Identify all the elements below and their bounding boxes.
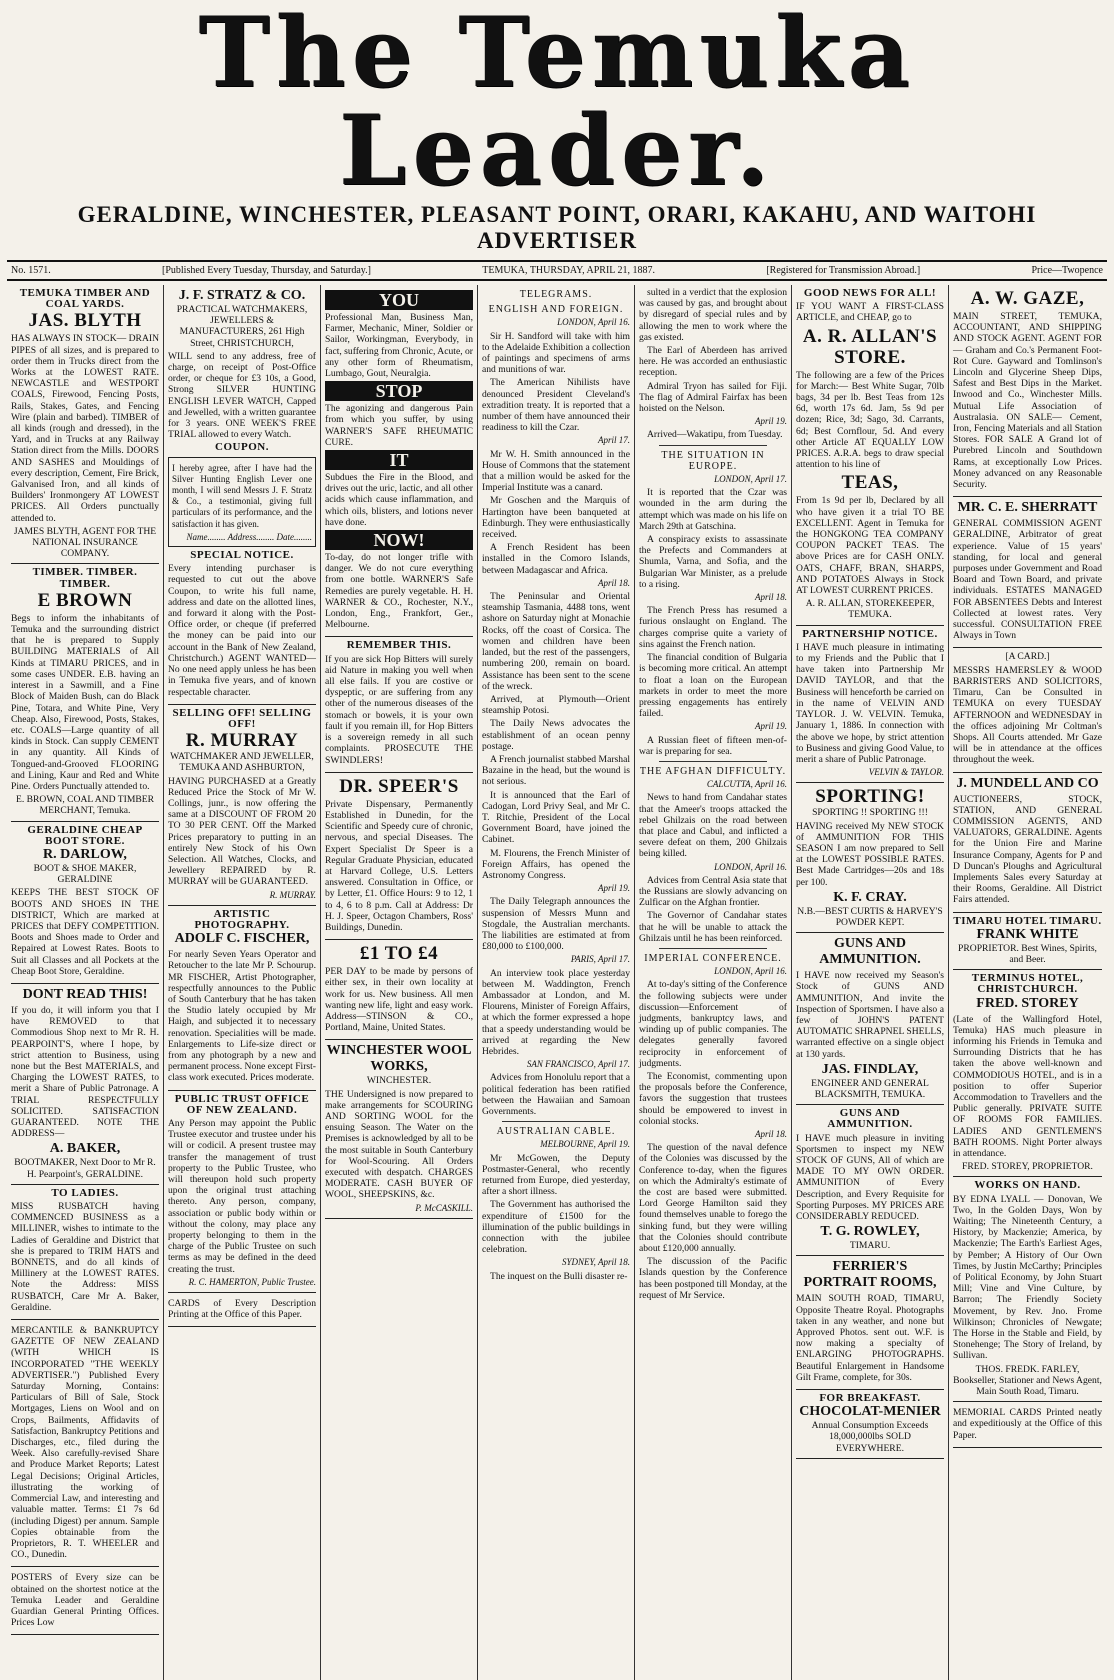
- ad-signature: BOOTMAKER, Next Door to Mr R. H. Pearpoint's, GERALDINE.: [14, 1157, 156, 1180]
- ad-body: POSTERS of Every size can be obtained on the shortest notice at the Temuka Leader and Geraldine Guardian General Printing Offices. Prices Low: [11, 1572, 159, 1629]
- cray-ad: [796, 783, 944, 933]
- news-paragraph: The question of the naval defence of the Colonies was discussed by the Conference to-day, when the figures on which the Admiralty's estimate of the cost are based were submitted. Lord George Hamilton said they found themselves unable to forego the sinking fund, but they were willing that the Colonies should contribute about £120,000 annually.: [639, 1142, 787, 1255]
- column-7: [949, 285, 1106, 1680]
- dateline: LONDON, April 17.: [714, 474, 787, 485]
- news-paragraph: Arrived, at Plymouth—Orient steamship Potosi.: [482, 693, 630, 717]
- ad-subheading: BOOT & SHOE MAKER, GERALDINE: [33, 862, 137, 886]
- column-4-telegrams: [478, 285, 635, 1680]
- column-1: [7, 285, 164, 1680]
- news-paragraph: The discussion of the Pacific Islands question by the Conference has been postponed till Monday, at the request of Mr Service.: [639, 1256, 787, 1301]
- ad-heading: ARTISTIC PHOTOGRAPHY.: [194, 907, 290, 931]
- news-paragraph: A French Resident has been installed in the Comoro Islands, between Madagascar and Africa.: [482, 542, 630, 576]
- dateline: April 19.: [754, 721, 787, 732]
- ad-body: IF YOU WANT A FIRST-CLASS ARTICLE, and CHEAP, go to: [796, 301, 944, 324]
- coupon-text: I hereby agree, after I have had the Silver Hunting English Lever one month, I will send Messrs J. F. Stratz & Co., a testimonial, giving full particulars of its performance, and the satisfaction it has given.: [172, 462, 312, 529]
- ad-signature: A. R. ALLAN, STOREKEEPER, TEMUKA.: [805, 598, 935, 621]
- teas-heading: TEAS,: [841, 472, 899, 494]
- news-paragraph: The French Press has resumed a furious onslaught on England. The charges comprise quite a variety of sins against the French nation.: [639, 605, 787, 650]
- public-trust-ad: [168, 1091, 316, 1293]
- ad-heading: FOR BREAKFAST.: [819, 1392, 921, 1405]
- dateline: SAN FRANCISCO, April 17.: [526, 1059, 630, 1070]
- ad-body: Begs to inform the inhabitants of Temuka and the surrounding district that he is prepared to Supply BUILDING MATERIALS of All Kinds at TIMARU PRICES, and in some cases UNDER. E.B. having an interest in a Sawmill, and a Fine Block of Maiden Bush, can do Black Pine, Totara, and White Pine, Very Cheap. Also, Firewood, Posts, Stakes, etc. COALS—Large quantity of all kinds in Stock. Can supply CEMENT in any quantity. All Kinds of Tongued-and-Grooved FLOORING and Lining, Kaur and Red and White Pine. Orders Punctually attended to.: [11, 612, 159, 792]
- coupon-fields: Name........ Address........ Date........: [186, 531, 312, 542]
- news-paragraph: The financial condition of Bulgaria is becoming more critical. An attempt to float a loan on the European markets in order to meet the more pressing engagements has entirely failed.: [639, 652, 787, 720]
- ad-heading: £1 TO £4: [359, 943, 439, 965]
- ad-body: Professional Man, Business Man, Farmer, Mechanic, Miner, Soldier or Sailor, Workingman, Everybody, in fact, suffering from Chronic, Acute, or any other form of Rheumatism, Lumbago, Gout, Neuralgia.: [325, 312, 473, 380]
- ad-signature: N.B.—BEST CURTIS & HARVEY'S POWDER KEPT.: [797, 905, 943, 928]
- ad-heading: [A CARD.]: [1005, 651, 1050, 663]
- section-heading: IMPERIAL CONFERENCE.: [644, 952, 782, 964]
- hamersley-ad: [953, 648, 1102, 772]
- section-heading: TELEGRAMS.: [519, 289, 593, 300]
- news-paragraph: Mr Goschen and the Marquis of Hartington have been banqueted at Edinburgh. They were enthusiastically received.: [482, 495, 630, 541]
- darlow-ad: [11, 822, 159, 984]
- advertiser-name: DR. SPEER'S: [339, 775, 459, 797]
- stinson-ad: [325, 940, 473, 1040]
- ad-body: AUCTIONEERS, STOCK, STATION, AND GENERAL COMMISSION AGENTS, AND VALUATORS, GERALDINE. Agents for the Union Fire and Marine Insurance Company, Agents for P and D Duncan's Ploughs and Agricultural Implements Sales every Saturday at their Rooms, Geraldine. All District Fairs attended.: [953, 793, 1102, 906]
- ad-body: From 1s 9d per lb, Declared by all who have given it a trial TO BE EXCELLENT. Agent in Temuka for the HONGKONG TEA COMPANY COUPON PACKET TEAS. The above Prices are for CASH ONLY. OATS, CHAFF, BRAN, SHARPS, AND POTATOES Always in Stock AT LOWEST CURRENT PRICES.: [796, 495, 944, 597]
- dateline: LONDON, April 16.: [714, 966, 787, 977]
- news-paragraph: At to-day's sitting of the Conference the following subjects were under discussion—Enforcement of judgments, bankruptcy laws, and winding up of public companies. The delegates generally favored reciprocity in enforcement of judgments.: [639, 979, 787, 1069]
- mundell-ad: [953, 773, 1102, 913]
- coupon-box: [168, 457, 316, 547]
- masthead: [7, 0, 1107, 281]
- partnership-ad: [796, 626, 944, 784]
- fischer-ad: [168, 906, 316, 1091]
- ad-body: KEEPS THE BEST STOCK OF BOOTS AND SHOES IN THE DISTRICT, Which are marked at PRICES that DEFY COMPETITION. Boots and Shoes made to Order and Repaired at Lowest Rates. Boots to Suit all Classes and all Pockets at the Cheap Boot Store, Geraldine.: [11, 887, 159, 977]
- advertiser-name: FRED. STOREY: [976, 995, 1079, 1011]
- ad-body: I HAVE much pleasure in intimating to my Friends and the Public that I have taken into Partnership Mr DAVID TAYLOR, and that the Business will henceforth be carried on in the name of VELVIN AND TAYLOR. J. W. VELVIN. Temuka, January 1, 1886. In connection with the above we hope, by strict attention to Business and giving Good Value, to merit a share of Public Patronage.: [796, 641, 944, 765]
- news-paragraph: The Earl of Aberdeen has arrived here. He was accorded an enthusiastic reception.: [639, 345, 787, 379]
- ad-body: I HAVE now received my Season's Stock of GUNS AND AMMUNITION, And invite the Inspection of Sportsmen. I have also a few of JOHN'S PATENT AUTOMATIC SHRAPNEL SHELLS, warranted effective on a single object at 130 yards.: [796, 970, 944, 1060]
- dateline: April 18.: [597, 577, 630, 588]
- sherratt-ad: [953, 497, 1102, 648]
- news-paragraph: sulted in a verdict that the explosion was caused by gas, and brought about by disregard of special rules and by allowing the men to work where the gas existed.: [639, 287, 787, 343]
- farley-ad: [953, 1177, 1102, 1402]
- dateline: PARIS, April 17.: [570, 954, 630, 965]
- advertiser-name: CHOCOLAT-MENIER: [799, 1404, 941, 1420]
- ad-body: If you do, it will inform you that I have REMOVED to that Commodious Shop next to Mr R. H. PEARPOINT'S, where I hope, by strict attention to Business, using none but the Best MATERIALS, and Charging the LOWEST RATES, to merit a Share of Public Patronage. A TRIAL RESPECTFULLY SOLICITED. SATISFACTION GUARANTEED. NOTE THE ADDRESS—: [11, 1004, 159, 1140]
- dateline: April 19.: [597, 883, 630, 894]
- news-paragraph: Advices from Honolulu report that a political federation has been ratified between the Hawaiian and Samoan Governments.: [482, 1072, 630, 1118]
- news-paragraph: Advices from Central Asia state that the Russians are slowly advancing on Zulficar on the Afghan frontier.: [639, 874, 787, 909]
- news-paragraph: Sir H. Sandford will take with him to the Adelaide Exhibition a collection of paintings and specimens of arms and munitions of war.: [482, 330, 630, 376]
- ad-body: HAVING received My NEW STOCK of AMMUNITION FOR THIS SEASON I am now prepared to Sell at the LOWEST POSSIBLE RATES. Best Made Cartridges—20s and 18s per 100.: [796, 820, 944, 888]
- dateline: LONDON, April 16.: [557, 317, 630, 328]
- it-banner: IT: [325, 450, 473, 470]
- issue-date: TEMUKA, THURSDAY, APRIL 21, 1887.: [482, 265, 656, 276]
- advertiser-name: FRANK WHITE: [976, 926, 1079, 942]
- ad-heading: DONT READ THIS!: [22, 986, 148, 1002]
- ad-signature: JAMES BLYTH, AGENT FOR THE NATIONAL INSURANCE COMPANY.: [13, 525, 157, 560]
- ad-heading: TIMARU HOTEL TIMARU.: [953, 914, 1102, 927]
- divider: [502, 1121, 610, 1122]
- news-paragraph: A French journalist stabbed Marshal Bazaine in the head, but the wound is not serious.: [482, 753, 630, 788]
- storey-ad: [953, 970, 1102, 1177]
- divider: [659, 948, 767, 949]
- advertiser-name: A. BAKER,: [49, 1141, 121, 1157]
- ad-subheading: SPORTING !! SPORTING !!!: [812, 807, 928, 819]
- dateline: MELBOURNE, April 19.: [540, 1139, 630, 1150]
- advertiser-name: J. MUNDELL AND CO: [956, 775, 1099, 791]
- ad-body: MERCANTILE & BANKRUPTCY GAZETTE OF NEW ZEALAND (WITH WHICH IS INCORPORATED "THE WEEKLY ADVERTISER.") Published Every Saturday Morning, Contains: Particulars of Bill of Sale, Stock Mortgages, Liens on Wool and on Crops, Bailments, Affidavits of Satisfaction, Bankruptcy Petitions and Discharges, etc., filed during the Week. Also carefully-revised Share and Produce Market Reports; Latest Legal Decisions; Original Articles, illustrating the working of Commercial Law, and interesting and valuable matter. Terms: £1 7s 6d (including Digest) per annum. Sample Copies obtainable from the Proprietors, R. T. WHEELER and CO., Dunedin.: [11, 1325, 159, 1561]
- advertiser-name: J. F. STRATZ & CO.: [178, 288, 306, 303]
- ad-body: Subdues the Fire in the Blood, and drives out the uric, lactic, and all other acids which cause inflammation, and which oils, blisters, and lotions never have done.: [325, 472, 473, 528]
- memorial-ad: [953, 1402, 1102, 1448]
- advertiser-name: E BROWN: [37, 589, 133, 611]
- baker-ad: [11, 984, 159, 1185]
- ad-body: GENERAL COMMISSION AGENT GERALDINE, Arbitrator of great experience. Value of 15 years' standing, for local and general purposes under Government and Road Board and Town Board, and private individuals. ESTATES MANAGED FOR ABSENTEES Debts and Interest Collected at lowest rates. Very successful. CONSULTATION FREE Always in Town: [953, 518, 1102, 642]
- gazette-ad: [11, 1320, 159, 1567]
- ad-heading: SELLING OFF! SELLING OFF!: [172, 706, 312, 730]
- news-paragraph: A conspiracy exists to assassinate the Prefects and Commanders at Shumla, Varna, and Sofia, and the Bulgarian War Minister, as a prelude to a rising.: [639, 534, 787, 590]
- news-paragraph: Mr McGowen, the Deputy Postmaster-General, who recently returned from Europe, died yesterday, after a short illness.: [482, 1152, 630, 1198]
- dateline: SYDNEY, April 18.: [561, 1257, 630, 1268]
- stop-banner: STOP: [325, 381, 473, 401]
- dateline: April 18.: [754, 592, 787, 603]
- column-2: [164, 285, 321, 1680]
- menier-ad: [796, 1390, 944, 1459]
- news-paragraph: The Economist, commenting upon the proposals before the Conference, favors the suggestion that trustees should be empowered to invest in colonial stocks.: [639, 1071, 787, 1127]
- murray-ad: [168, 705, 316, 906]
- ferrier-ad: [796, 1256, 944, 1390]
- ad-subheading: WATCHMAKER AND JEWELLER, TEMUKA AND ASHBURTON,: [170, 751, 314, 774]
- ladies-ad: [11, 1185, 159, 1320]
- advertiser-name: FERRIER'S PORTRAIT ROOMS,: [803, 1259, 937, 1291]
- ad-subheading: PRACTICAL WATCHMAKERS, JEWELLERS & MANUFACTURERS, 261 High Street, CHRISTCHURCH,: [176, 304, 308, 349]
- ad-body: HAVING PURCHASED at a Greatly Reduced Price the Stock of Mr W. Collings, junr., is now offering the same at a DISCOUNT OF FROM 20 TO 30 PER CENT. Off the Marked Prices preparatory to putting in an entirely New Stock of his Own Selection. All Watches, Clocks, and Jewellery REPAIRED by R. MURRAY will be GUARANTEED.: [168, 775, 316, 888]
- white-ad: [953, 913, 1102, 971]
- news-paragraph: It is announced that the Earl of Cadogan, Lord Privy Seal, and Mr C. T. Ritchie, President of the Local Government Board, have joined the Cabinet.: [482, 789, 630, 846]
- now-banner: NOW!: [325, 530, 473, 550]
- hop-bitters-ad: [325, 637, 473, 772]
- divider: [659, 761, 767, 762]
- section-heading: AUSTRALIAN CABLE.: [496, 1126, 616, 1138]
- ad-body: HAS ALWAYS IN STOCK— DRAIN PIPES of all sizes, and is prepared to order them in Trucks direct from the Works at the LOWEST RATE. NEWCASTLE and WESTPORT COALS, Firewood, Fencing Posts, Rails, Stakes, Gates, and Fencing Wire (plain and barbed). TIMBER of all kinds (rough and dressed), in the Yard, and in Trucks at any Railway Station direct from the Mills. DOORS AND SASHES and Mouldings of every description, Cement, Fire Brick, Galvanised Iron, and all kinds of Builders' Ironmongery AT LOWEST PRICES. All Orders punctually attended to.: [11, 333, 160, 524]
- speer-ad: [325, 773, 473, 940]
- advertiser-name: JAS. BLYTH: [28, 310, 142, 332]
- ad-heading: TEMUKA TIMBER AND COAL YARDS.: [19, 287, 151, 311]
- news-paragraph: The Daily Telegraph announces the suspension of Messrs Munn and Stogdale, the Australian merchants. The liabilities are estimated at from £80,000 to £100,000.: [482, 896, 630, 953]
- news-paragraph: The Government has authorised the expenditure of £1500 for the illumination of the public buildings in connection with the jubilee celebration.: [482, 1199, 630, 1256]
- ad-heading: PUBLIC TRUST OFFICE OF NEW ZEALAND.: [174, 1092, 310, 1116]
- news-paragraph: It is reported that the Czar was wounded in the arm during the attempt which was made on his life on March 29th at Gatschina.: [639, 487, 787, 532]
- posters-ad: [11, 1567, 159, 1635]
- column-6: [792, 285, 949, 1680]
- ad-heading: REMEMBER THIS.: [346, 639, 452, 652]
- ad-body: Private Dispensary, Permanently Established in Dunedin, for the Scientific and Speedy cure of chronic, nervous, and special Diseases. The Expert Specialist Dr Speer is a Regular Graduate Physician, educated at Harvard College, U.S. Letters answered. Consultation in Office, or by Letter, £1. Office Hours: 9 to 12, 1 to 4, 6 to 8 p.m. Call at Address: Dr H. J. Speer, Octagon Chambers, Ross' Buildings, Dunedin.: [325, 798, 473, 933]
- issue-number: No. 1571.: [11, 265, 51, 276]
- newspaper-title: The Temuka Leader.: [198, 0, 916, 207]
- news-paragraph: The American Nihilists have denounced President Cleveland's extradition treaty. It is reported that a number of them have announced their readiness to kill the Czar.: [482, 377, 630, 434]
- news-paragraph: M. Flourens, the French Minister of Foreign Affairs, has opened the Astronomy Congress.: [482, 847, 630, 881]
- blyth-ad: [11, 285, 159, 564]
- registration-notice: [Registered for Transmission Abroad.]: [766, 265, 921, 276]
- ad-heading: GUNS AND AMMUNITION.: [819, 936, 921, 968]
- ad-body: Any Person may appoint the Public Trustee executor and trustee under his will or codicil. A present trustee may transfer the management of trust property to the Public Trustee, who will thereupon hold such property upon the original trust attaching thereto. Any person, company, association or public body within or without the colony, may place any property belonging to them in the charge of the Public Trustee on such terms as may be defined in the deed creating the trust.: [168, 1118, 316, 1275]
- advertiser-name: A. W. GAZE,: [970, 288, 1085, 309]
- ad-body: MAIN SOUTH ROAD, TIMARU, Opposite Theatre Royal. Photographs taken in any weather, and none but Approved Photos. sent out. W.F. is now making a specialty of ENLARGING PHOTOGRAPHS. Beautiful Enlargement in Handsome Gilt Frame, complete, for 30s.: [796, 1293, 944, 1383]
- notice-heading: SPECIAL NOTICE.: [190, 549, 294, 562]
- advertiser-name: R. DARLOW,: [43, 846, 127, 862]
- news-paragraph: News to hand from Candahar states that the Ameer's troops attacked the rebel Ghilzais on the road between that place and Cabul, and inflicted a severe defeat on them, 200 Ghilzais being killed.: [639, 792, 787, 860]
- rowley-ad: [796, 1105, 944, 1256]
- advertiser-name: JAS. FINDLAY,: [821, 1061, 919, 1077]
- ad-body: PER DAY to be made by persons of either sex, in their own locality at work for us. New business. All men wanting new life, light and easy work. Address—STINSON & CO., Portland, Maine, United States.: [325, 966, 473, 1034]
- section-heading: THE SITUATION IN EUROPE.: [661, 449, 765, 472]
- ad-body: CARDS of Every Description Printing at the Office of this Paper.: [168, 1298, 316, 1321]
- dateline: April 19.: [754, 416, 787, 427]
- news-paragraph: Mr W. H. Smith announced in the House of Commons that the statement that a million would be asked for the Imperial Institute was a canard.: [482, 448, 630, 494]
- ad-heading: PARTNERSHIP NOTICE.: [802, 627, 938, 640]
- ad-body: BY EDNA LYALL — Donovan, We Two, In the Golden Days, Won by Waiting; The Nineteenth Century, a History, by Mackenzie; America, by Mackenzie; The Earth's Earliest Ages, by Pember; A History of Our Own Times, by Justin McCarthy; Principles of Political Economy, by John Stuart Mill; Vine and Vine Culture, by Barron; The Friendly Society Movement, by Rev. Jno. Frome Wilkinson; Chronicles of Newgate; The Horse in the Stable and Field, by Stonehenge; The Story of Ireland, by Sullivan.: [953, 1193, 1102, 1362]
- ad-signature: ENGINEER AND GENERAL BLACKSMITH, TEMUKA.: [811, 1077, 929, 1100]
- ad-signature: E. BROWN, COAL AND TIMBER MERCHANT, Temuka.: [15, 794, 155, 817]
- warner-ad: [325, 285, 473, 637]
- news-paragraph: Admiral Tryon has sailed for Fiji. The flag of Admiral Fairfax has been hoisted on the Nelson.: [639, 380, 787, 415]
- advertiser-name: ADOLF C. FISCHER,: [174, 931, 310, 947]
- publication-schedule: [Published Every Tuesday, Thursday, and Saturday.]: [162, 265, 371, 276]
- section-heading: THE AFGHAN DIFFICULTY.: [639, 765, 787, 777]
- ad-body: The agonizing and dangerous Pain from which you suffer, by using WARNER'S SAFE RHEUMATIC CURE.: [325, 403, 473, 448]
- allan-ad: [796, 285, 944, 626]
- ad-body: I HAVE much pleasure in inviting Sportsmen to inspect my NEW STOCK OF GUNS, All of which are MADE TO MY OWN ORDER. AMMUNITION of Every Description, and Every Requisite for Sporting Purposes. MY PRICES ARE CONSIDERABLY REDUCED.: [796, 1132, 944, 1222]
- ad-signature: THOS. FREDK. FARLEY, Bookseller, Stationer and News Agent, Main South Road, Timaru.: [953, 1363, 1102, 1398]
- ad-body: MISS RUSBATCH having COMMENCED BUSINESS as a MILLINER, wishes to intimate to the Ladies of Geraldine and District that she is prepared to TRIM HATS and BONNETS, and do all kinds of Millinery at the LOWEST RATES. Note the Address: MISS RUSBATCH, Care Mr A. Baker, Geraldine.: [11, 1201, 159, 1313]
- ad-body: (Late of the Wallingford Hotel, Temuka) HAS much pleasure in informing his Friends in Temuka and Surrounding Districts that he has taken the above well-known and COMMODIOUS HOTEL, and is in a position to offer Superior Accommodation to Travellers and the Public generally. PRIVATE SUITE OF ROOMS FOR FAMILIES. LADIES AND GENTLEMEN'S BATH ROOMS. Night Porter always in attendance.: [953, 1013, 1102, 1159]
- divider: [659, 445, 767, 446]
- ad-subheading: PROPRIETOR. Best Wines, Spirits, and Beer.: [958, 942, 1097, 965]
- advertiser-name: A. R. ALLAN'S STORE.: [802, 325, 938, 368]
- ad-body: The following are a few of the Prices for March:— Best White Sugar, 70lb bags, 34 per lb. Best Teas from 12s 6d, worth 17s 6d. Jam, 5s 9d per dozen; Rice, 3d; Sago, 3d. Carrants, 6d; Best Cornflour, 5d. And every other Article AT EQUALLY LOW PRICES. A.R.A. begs to draw special attention to his line of: [796, 369, 944, 471]
- advertiser-name: R. MURRAY: [185, 730, 299, 752]
- column-3: [321, 285, 478, 1680]
- newspaper-subtitle: GERALDINE, WINCHESTER, PLEASANT POINT, ORARI, KAKAHU, AND WAITOHI ADVERTISER: [77, 202, 1037, 253]
- section-subheading: ENGLISH AND FOREIGN.: [488, 304, 624, 316]
- column-5-news: [635, 285, 792, 1680]
- cards-ad: [168, 1293, 316, 1327]
- ad-subheading: WINCHESTER.: [366, 1075, 432, 1087]
- ad-signature: P. McCASKILL.: [415, 1202, 473, 1213]
- ad-body: If you are sick Hop Bitters will surely aid Nature in making you well when all else fails. If you are costive or dyspeptic, or are suffering from any other of the numerous diseases of the stomach or bowels, it is your own fault if you remain ill, for Hop Bitters is a sovereign remedy in all such complaints. PROSECUTE THE SWINDLERS!: [325, 653, 473, 766]
- ad-heading: TO LADIES.: [51, 1186, 119, 1199]
- ad-signature: VELVIN & TAYLOR.: [868, 767, 944, 778]
- ad-heading: WINCHESTER WOOL WORKS,: [326, 1043, 472, 1075]
- ad-heading: WORKS ON HAND.: [974, 1179, 1081, 1192]
- ad-signature: FRED. STOREY, PROPRIETOR.: [962, 1161, 1093, 1173]
- news-paragraph: A Russian fleet of fifteen men-of-war is preparing for sea.: [639, 734, 787, 757]
- ad-heading: GERALDINE CHEAP BOOT STORE.: [27, 823, 143, 847]
- news-paragraph: The Governor of Candahar states that he will be unable to attack the Ghilzais until he has been reinforced.: [639, 910, 787, 944]
- dateline: [7, 260, 1107, 281]
- news-paragraph: The Peninsular and Oriental steamship Tasmania, 4488 tons, went ashore on Saturday night at Monachie Rocks, off the coast of Corsica. The women and children have been landed, but the rest of the passengers, numbering 200, remain on board. Assistance has been sent to the scene of the wreck.: [482, 591, 630, 692]
- advertiser-name: K. F. CRAY.: [833, 889, 907, 905]
- ad-signature: R. C. HAMERTON, Public Trustee.: [188, 1276, 316, 1287]
- ad-heading: TIMBER. TIMBER. TIMBER.: [32, 566, 138, 590]
- coupon-heading: COUPON.: [215, 441, 269, 454]
- wool-works-ad: [325, 1040, 473, 1218]
- ad-heading: TERMINUS HOTEL, CHRISTCHURCH.: [971, 972, 1084, 996]
- news-paragraph: Arrived—Wakatipu, from Tuesday.: [647, 429, 783, 441]
- newspaper-page: [7, 0, 1107, 1629]
- ad-body: MESSRS HAMERSLEY & WOOD BARRISTERS AND SOLICITORS, Timaru, Can be Consulted in TEMUKA on every TUESDAY AFTERNOON and WEDNESDAY in the offices adjoining Mr Coltman's Shops. All Courts attended. Mr Gaze will be in attendance at the offices throughout the week.: [953, 664, 1102, 766]
- ad-body: To-day, do not longer trifle with danger. We do not cure everything from one bottle. WARNER'S Safe Remedies are purely vegetable. H. H. WARNER & CO., Rochester, N.Y., London, Eng., Frankfort, Ger., Melbourne.: [325, 552, 473, 631]
- ad-heading: GUNS AND AMMUNITION.: [827, 1107, 913, 1131]
- ad-body: THE Undersigned is now prepared to make arrangements for SCOURING AND SORTING WOOL for the ensuing Season. The Water on the Premises is acknowledged by all to be the most suitable in South Canterbury for Wool-Scouring. All Orders executed with despatch. CHARGES MODERATE. CASH BUYER OF WOOL, SHEEPSKINS, &c.: [325, 1088, 473, 1201]
- ad-body: WILL send to any address, free of charge, on receipt of Post-Office order, or cheque for £3 10s, a Good, Strong SILVER HUNTING ENGLISH LEVER WATCH, Capped and Jewelled, with a written guarantee for 3 years. ONE WEEK'S FREE TRIAL allowed to every Watch.: [168, 350, 316, 441]
- findlay-ad: [796, 933, 944, 1105]
- ad-signature: R. MURRAY.: [269, 889, 316, 900]
- ad-body: Every intending purchaser is requested to cut out the above Coupon, to write his full name, address and date on the allotted lines, and forward it along with the Post-Office order, or cheque (if preferred the money can be paid into our account in the Bank of New Zealand, Christchurch.) AGENT WANTED—No one need apply unless he has been in Temuka five years, and of known respectable character.: [168, 563, 316, 698]
- stratz-ad: [168, 285, 316, 705]
- dateline: April 18.: [754, 1129, 787, 1140]
- dateline: LONDON, April 16.: [714, 861, 787, 872]
- ad-body: For nearly Seven Years Operator and Retoucher to the late Mr P. Schourup. MR FISCHER, Artist Photographer, respectfully announces to the Public of South Canterbury that he has taken the Studio lately occupied by Mr Haigh, and subjected it to necessary renovation. Specialities will be made. Enlargements to Life-size direct or from any photograph by a new and permanent process. None except First-class work executed. Prices moderate.: [168, 949, 316, 1084]
- dateline: April 17.: [597, 435, 630, 446]
- advertiser-name: T. G. ROWLEY,: [820, 1224, 920, 1240]
- ad-heading: GOOD NEWS FOR ALL!: [803, 287, 937, 299]
- gaze-ad: [953, 285, 1102, 497]
- ad-body: Annual Consumption Exceeds 18,000,000lbs SOLD EVERYWHERE.: [811, 1420, 929, 1454]
- advertiser-name: MR. C. E. SHERRATT: [957, 500, 1098, 516]
- ad-body: MAIN STREET, TEMUKA, ACCOUNTANT, AND SHIPPING AND STOCK AGENT. AGENT FOR— Graham and Co.'s Permanent Foot-Rot Cure. Gayward and Tomlinson's Lincoln and Glycerine Sheep Dips, Safest and Best Dips in the Market. Inwood and Co., Winchester Mills. Mutual Life Association of Australasia. ON SALE— Cement, Iron, Fencing Materials and all Station Stores. FOR SALE A Grand lot of Purebred Lincoln and Southdown Rams, at exceptionally Low Prices. Money advanced on any Reasonable Security.: [953, 311, 1102, 491]
- you-banner: YOU: [325, 290, 473, 310]
- news-paragraph: The Daily News advocates the establishment of an ocean penny postage.: [482, 718, 630, 752]
- news-paragraph: An interview took place yesterday between M. Waddington, French Ambassador at London, and M. Flourens, Minister of Foreign Affairs, at which the former expressed a hope that a speedy understanding would be arrived at regarding the New Hebrides.: [482, 967, 630, 1057]
- ad-body: MEMORIAL CARDS Printed neatly and expeditiously at the Office of this Paper.: [953, 1407, 1102, 1441]
- ad-heading: SPORTING!: [815, 786, 925, 808]
- brown-ad: [11, 564, 159, 821]
- ad-signature: TIMARU.: [849, 1240, 891, 1252]
- news-paragraph: The inquest on the Bulli disaster re-: [490, 1270, 628, 1282]
- columns: [7, 285, 1107, 1680]
- price: Price—Twopence: [1031, 265, 1103, 276]
- dateline: CALCUTTA, April 16.: [706, 779, 787, 790]
